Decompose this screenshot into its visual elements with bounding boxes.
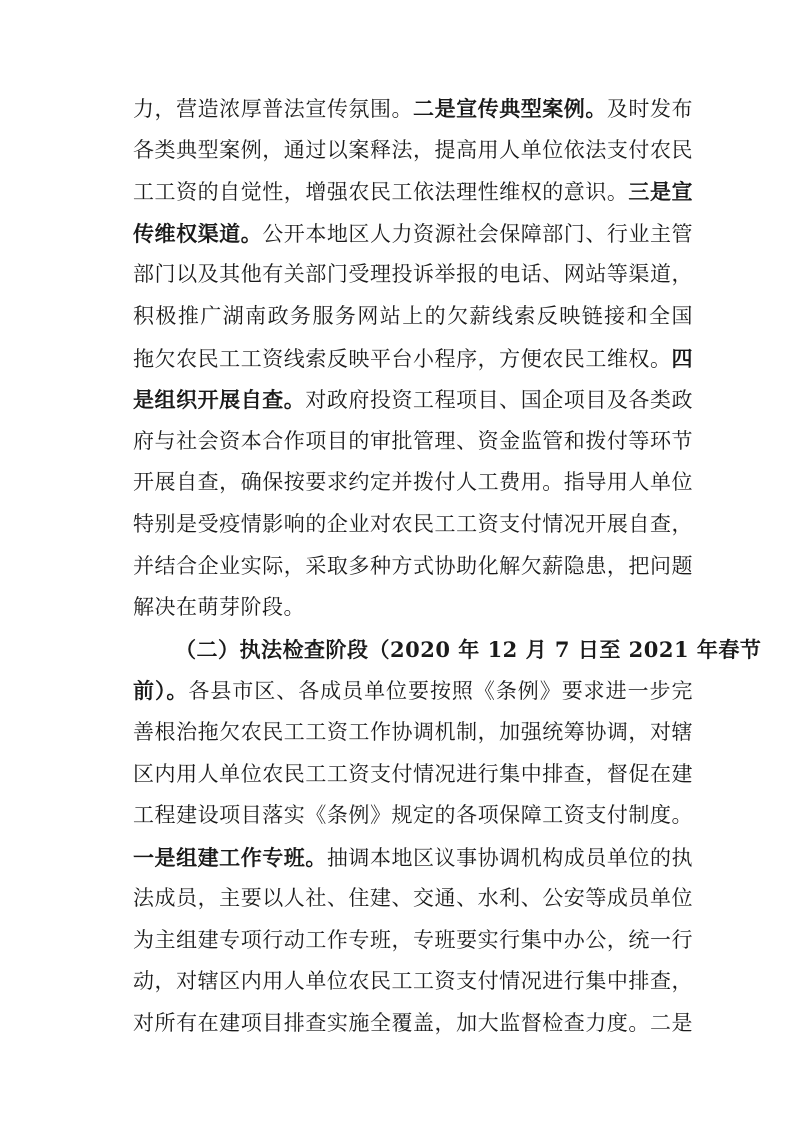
- text-run: 工工资的自觉性，增强农民工依法理性维权的意识。: [133, 180, 629, 205]
- text-run: 公开本地区人力资源社会保障部门、行业主管: [262, 221, 694, 246]
- bold-heading: 是组织开展自查。: [133, 387, 306, 413]
- text-line: 开展自查，确保按要求约定并拨付人工费用。指导用人单位: [133, 470, 693, 495]
- text-line: [133, 88, 693, 130]
- text-line: 对所有在建项目排查实施全覆盖，加大监督检查力度。二是: [133, 1011, 693, 1036]
- text-run: 各县市区、各成员单位要按照《条例》要求进一步完: [188, 679, 694, 704]
- bold-heading: 传维权渠道。: [133, 220, 263, 246]
- text-line: 动，对辖区内用人单位农民工工资支付情况进行集中排查，: [133, 969, 693, 994]
- text-line: 为主组建专项行动工作专班，专班要实行集中办公，统一行: [133, 927, 693, 952]
- text-line: [133, 338, 693, 380]
- text-line: 各类典型案例，通过以案释法，提高用人单位依法支付农民: [133, 137, 693, 162]
- text-line: 法成员，主要以人社、住建、交通、水利、公安等成员单位: [133, 886, 693, 911]
- text-run: 力，营造浓厚普法宣传氛围。: [133, 97, 414, 121]
- section-heading: （二）执法检查阶段（2020 年 12 月 7 日至 2021 年春节: [175, 636, 762, 662]
- text-line: [133, 213, 693, 255]
- bold-heading: 一是组建工作专班。: [133, 844, 327, 870]
- bold-heading: 三是宣: [628, 179, 694, 205]
- text-line: [133, 171, 693, 213]
- text-line: 部门以及其他有关部门受理投诉举报的电话、网站等渠道，: [133, 262, 693, 287]
- text-line: [133, 670, 693, 712]
- text-line: 并结合企业实际，采取多种方式协助化解欠薪隐患，把问题: [133, 553, 693, 578]
- text-line: 特别是受疫情影响的企业对农民工工资支付情况开展自查，: [133, 511, 693, 536]
- text-line: [133, 837, 693, 879]
- text-run: 及时发布: [606, 97, 694, 121]
- text-line: [133, 379, 693, 421]
- text-line: 积极推广湖南政务服务网站上的欠薪线索反映链接和全国: [133, 303, 693, 328]
- bold-heading: 二是宣传典型案例。: [413, 96, 607, 121]
- text-line: 解决在萌芽阶段。: [133, 595, 305, 620]
- text-line: 善根治拖欠农民工工资工作协调机制，加强统筹协调，对辖: [133, 719, 693, 744]
- document-body: [133, 88, 762, 1045]
- text-line: 府与社会资本合作项目的审批管理、资金监管和拨付等环节: [133, 428, 693, 453]
- text-line: 工程建设项目落实《条例》规定的各项保障工资支付制度。: [133, 803, 693, 828]
- bold-heading: 四: [671, 345, 693, 371]
- text-run: 对政府投资工程项目、国企项目及各类政: [305, 388, 694, 413]
- text-run: 拖欠农民工工资线索反映平台小程序，方便农民工维权。: [133, 346, 672, 371]
- text-run: 抽调本地区议事协调机构成员单位的执: [326, 845, 693, 870]
- bold-heading: 前）。: [133, 678, 189, 704]
- text-line: 区内用人单位农民工工资支付情况进行集中排查，督促在建: [133, 761, 693, 786]
